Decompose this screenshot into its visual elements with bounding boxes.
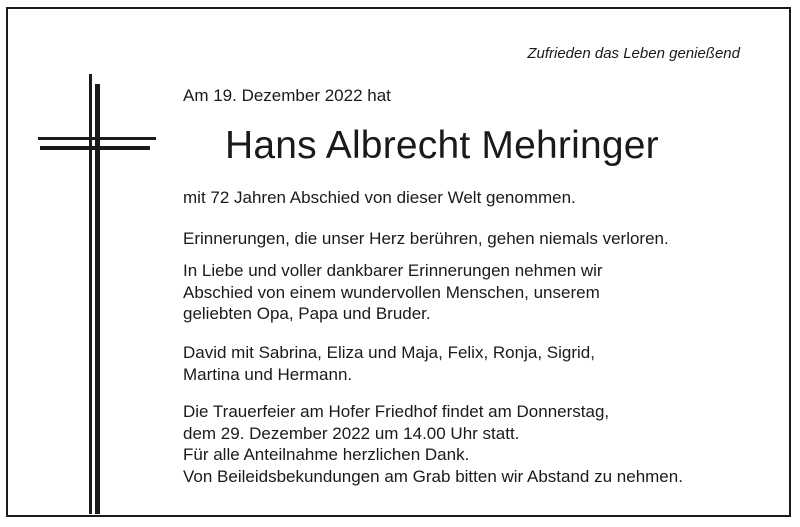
paragraph-line: Für alle Anteilnahme herzlichen Dank.	[183, 445, 470, 464]
paragraph-line: Erinnerungen, die unser Herz berühren, gehen niemals verloren.	[183, 229, 669, 248]
paragraph-line: In Liebe und voller dankbarer Erinnerungen nehmen wir	[183, 261, 603, 280]
paragraph-line: Von Beileidsbekundungen am Grab bitten wir Abstand zu nehmen.	[183, 466, 683, 486]
motto: Zufrieden das Leben genießend	[527, 45, 740, 62]
deceased-name: Hans Albrecht Mehringer	[225, 124, 659, 167]
paragraph-mourners	[183, 342, 595, 385]
paragraph-line: dem 29. Dezember 2022 um 14.00 Uhr statt.	[183, 423, 520, 443]
paragraph-funeral-info	[183, 401, 683, 487]
paragraph-line: Martina und Hermann.	[183, 364, 353, 384]
paragraph-line: David mit Sabrina, Eliza und Maja, Felix, Ronja, Sigrid,	[183, 343, 595, 362]
paragraph-line: geliebten Opa, Papa und Bruder.	[183, 304, 431, 323]
paragraph-tribute	[183, 260, 603, 325]
paragraph-line: Abschied von einem wundervollen Menschen, unserem	[183, 282, 600, 302]
paragraph-line: Die Trauerfeier am Hofer Friedhof findet am Donnerstag,	[183, 402, 610, 421]
cross-icon	[38, 74, 158, 514]
paragraph-memories	[183, 228, 669, 250]
paragraph-farewell	[183, 187, 576, 209]
intro-line: Am 19. Dezember 2022 hat	[183, 86, 391, 105]
paragraph-line: mit 72 Jahren Abschied von dieser Welt genommen.	[183, 188, 576, 207]
